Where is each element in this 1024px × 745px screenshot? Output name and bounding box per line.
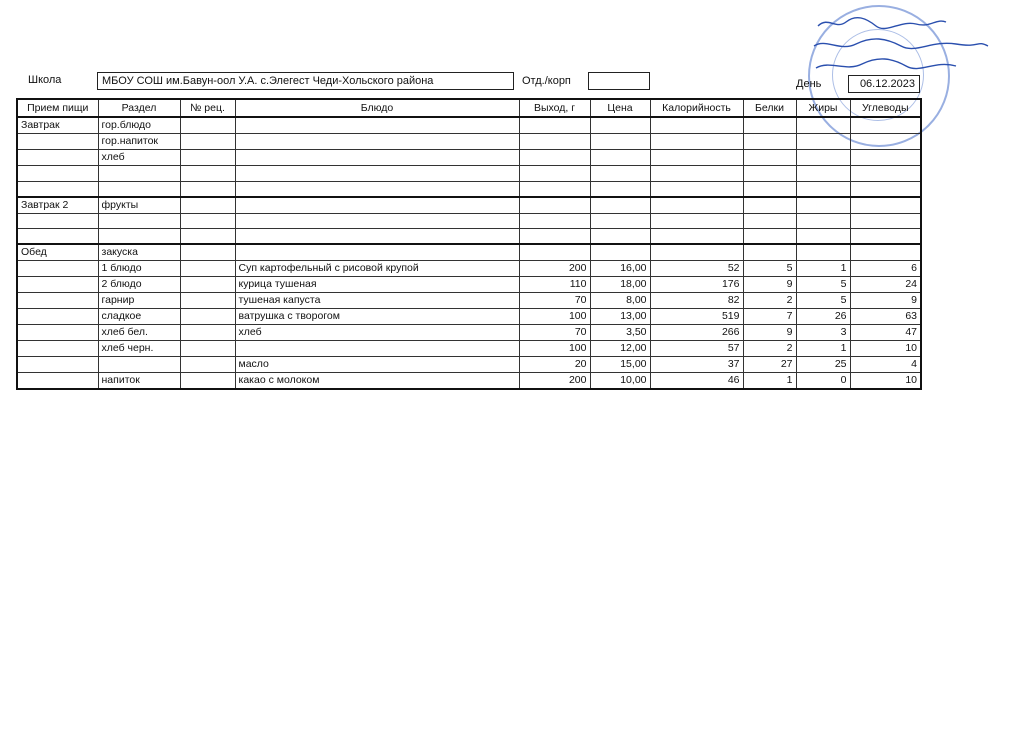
- cell-section: фрукты: [98, 197, 180, 214]
- cell-protein: 9: [743, 277, 796, 293]
- cell-fat: 1: [796, 261, 850, 277]
- table-row: [17, 134, 921, 150]
- cell-section: гор.напиток: [98, 134, 180, 150]
- cell-protein: [743, 150, 796, 166]
- cell-recipe: [180, 181, 235, 197]
- cell-protein: [743, 213, 796, 229]
- cell-carbs: [850, 244, 921, 261]
- cell-section: сладкое: [98, 309, 180, 325]
- cell-dish: [235, 150, 519, 166]
- cell-fat: 25: [796, 357, 850, 373]
- table-row: [17, 229, 921, 245]
- cell-recipe: [180, 373, 235, 390]
- table-row: [17, 309, 921, 325]
- cell-kcal: [650, 197, 743, 214]
- cell-meal: Обед: [17, 244, 98, 261]
- cell-fat: [796, 197, 850, 214]
- cell-price: [590, 181, 650, 197]
- cell-yield: [519, 197, 590, 214]
- cell-meal: Завтрак: [17, 117, 98, 134]
- menu-table: [16, 98, 922, 390]
- cell-section: хлеб черн.: [98, 341, 180, 357]
- cell-kcal: [650, 213, 743, 229]
- cell-price: [590, 150, 650, 166]
- cell-price: 12,00: [590, 341, 650, 357]
- cell-price: [590, 213, 650, 229]
- cell-recipe: [180, 166, 235, 182]
- cell-dish: Суп картофельный с рисовой крупой: [235, 261, 519, 277]
- table-row: [17, 293, 921, 309]
- cell-dish: какао с молоком: [235, 373, 519, 390]
- cell-fat: [796, 244, 850, 261]
- cell-dish: тушеная капуста: [235, 293, 519, 309]
- cell-section: 1 блюдо: [98, 261, 180, 277]
- cell-yield: [519, 181, 590, 197]
- cell-meal: [17, 341, 98, 357]
- column-header: Прием пищи: [17, 99, 98, 117]
- cell-kcal: 266: [650, 325, 743, 341]
- cell-yield: 70: [519, 293, 590, 309]
- cell-section: [98, 229, 180, 245]
- cell-recipe: [180, 213, 235, 229]
- cell-protein: 9: [743, 325, 796, 341]
- cell-yield: [519, 166, 590, 182]
- cell-protein: [743, 244, 796, 261]
- cell-kcal: 46: [650, 373, 743, 390]
- cell-meal: [17, 229, 98, 245]
- cell-meal: [17, 373, 98, 390]
- cell-protein: 5: [743, 261, 796, 277]
- cell-meal: [17, 293, 98, 309]
- table-row: [17, 341, 921, 357]
- cell-fat: [796, 117, 850, 134]
- column-header: Жиры: [796, 99, 850, 117]
- cell-section: хлеб: [98, 150, 180, 166]
- cell-price: 13,00: [590, 309, 650, 325]
- table-header-row: [17, 99, 921, 117]
- cell-dish: [235, 166, 519, 182]
- cell-recipe: [180, 277, 235, 293]
- cell-price: [590, 244, 650, 261]
- cell-protein: 2: [743, 341, 796, 357]
- cell-dish: [235, 134, 519, 150]
- cell-kcal: 82: [650, 293, 743, 309]
- cell-kcal: [650, 244, 743, 261]
- handwritten-signature: [806, 8, 996, 78]
- cell-yield: [519, 229, 590, 245]
- cell-meal: [17, 261, 98, 277]
- cell-carbs: 9: [850, 293, 921, 309]
- cell-fat: 5: [796, 293, 850, 309]
- cell-kcal: [650, 229, 743, 245]
- cell-yield: [519, 134, 590, 150]
- cell-yield: [519, 213, 590, 229]
- cell-yield: 200: [519, 261, 590, 277]
- cell-fat: [796, 166, 850, 182]
- column-header: № рец.: [180, 99, 235, 117]
- cell-kcal: [650, 181, 743, 197]
- cell-kcal: 52: [650, 261, 743, 277]
- cell-carbs: 24: [850, 277, 921, 293]
- cell-kcal: 176: [650, 277, 743, 293]
- cell-dish: [235, 181, 519, 197]
- column-header: Блюдо: [235, 99, 519, 117]
- cell-recipe: [180, 117, 235, 134]
- cell-fat: 5: [796, 277, 850, 293]
- table-row: [17, 244, 921, 261]
- cell-meal: [17, 134, 98, 150]
- cell-kcal: [650, 150, 743, 166]
- cell-dish: ватрушка с творогом: [235, 309, 519, 325]
- cell-price: [590, 117, 650, 134]
- cell-dish: [235, 341, 519, 357]
- day-label: День: [796, 78, 822, 90]
- cell-recipe: [180, 341, 235, 357]
- cell-section: [98, 181, 180, 197]
- cell-fat: [796, 213, 850, 229]
- cell-kcal: [650, 117, 743, 134]
- cell-section: 2 блюдо: [98, 277, 180, 293]
- cell-carbs: 6: [850, 261, 921, 277]
- table-row: [17, 261, 921, 277]
- cell-carbs: [850, 229, 921, 245]
- cell-recipe: [180, 197, 235, 214]
- cell-protein: [743, 134, 796, 150]
- cell-price: 18,00: [590, 277, 650, 293]
- cell-meal: [17, 181, 98, 197]
- cell-carbs: [850, 150, 921, 166]
- cell-fat: [796, 181, 850, 197]
- cell-kcal: 37: [650, 357, 743, 373]
- column-header: Белки: [743, 99, 796, 117]
- table-row: [17, 373, 921, 390]
- cell-protein: [743, 197, 796, 214]
- table-row: [17, 213, 921, 229]
- cell-carbs: 47: [850, 325, 921, 341]
- cell-price: 16,00: [590, 261, 650, 277]
- cell-fat: 0: [796, 373, 850, 390]
- cell-section: гор.блюдо: [98, 117, 180, 134]
- cell-recipe: [180, 293, 235, 309]
- cell-recipe: [180, 150, 235, 166]
- cell-yield: [519, 117, 590, 134]
- cell-section: [98, 357, 180, 373]
- table-row: [17, 166, 921, 182]
- cell-price: 10,00: [590, 373, 650, 390]
- cell-section: гарнир: [98, 293, 180, 309]
- cell-yield: 100: [519, 341, 590, 357]
- cell-yield: 200: [519, 373, 590, 390]
- cell-dish: хлеб: [235, 325, 519, 341]
- cell-meal: [17, 309, 98, 325]
- cell-fat: [796, 229, 850, 245]
- cell-price: 8,00: [590, 293, 650, 309]
- cell-dish: [235, 213, 519, 229]
- table-row: [17, 197, 921, 214]
- cell-dish: [235, 117, 519, 134]
- cell-recipe: [180, 244, 235, 261]
- cell-dish: [235, 197, 519, 214]
- cell-yield: [519, 244, 590, 261]
- cell-carbs: 63: [850, 309, 921, 325]
- cell-fat: [796, 150, 850, 166]
- column-header: Цена: [590, 99, 650, 117]
- cell-dish: [235, 244, 519, 261]
- cell-carbs: 4: [850, 357, 921, 373]
- cell-protein: [743, 117, 796, 134]
- cell-price: 15,00: [590, 357, 650, 373]
- cell-kcal: 57: [650, 341, 743, 357]
- cell-fat: [796, 134, 850, 150]
- cell-fat: 3: [796, 325, 850, 341]
- cell-meal: [17, 325, 98, 341]
- cell-recipe: [180, 134, 235, 150]
- cell-section: напиток: [98, 373, 180, 390]
- cell-protein: 1: [743, 373, 796, 390]
- cell-carbs: 10: [850, 373, 921, 390]
- cell-meal: [17, 166, 98, 182]
- cell-recipe: [180, 261, 235, 277]
- cell-dish: масло: [235, 357, 519, 373]
- dept-field: [588, 72, 650, 90]
- cell-kcal: [650, 134, 743, 150]
- cell-section: [98, 166, 180, 182]
- cell-recipe: [180, 357, 235, 373]
- cell-protein: 27: [743, 357, 796, 373]
- cell-meal: [17, 150, 98, 166]
- cell-price: [590, 134, 650, 150]
- cell-carbs: [850, 197, 921, 214]
- cell-carbs: [850, 181, 921, 197]
- cell-protein: 7: [743, 309, 796, 325]
- cell-yield: 20: [519, 357, 590, 373]
- table-row: [17, 117, 921, 134]
- cell-meal: [17, 357, 98, 373]
- cell-recipe: [180, 229, 235, 245]
- cell-yield: 70: [519, 325, 590, 341]
- cell-yield: 100: [519, 309, 590, 325]
- cell-protein: [743, 181, 796, 197]
- cell-price: 3,50: [590, 325, 650, 341]
- cell-protein: [743, 166, 796, 182]
- cell-section: закуска: [98, 244, 180, 261]
- cell-price: [590, 229, 650, 245]
- cell-carbs: 10: [850, 341, 921, 357]
- column-header: Углеводы: [850, 99, 921, 117]
- cell-section: [98, 213, 180, 229]
- cell-fat: 26: [796, 309, 850, 325]
- cell-kcal: [650, 166, 743, 182]
- cell-recipe: [180, 309, 235, 325]
- cell-meal: Завтрак 2: [17, 197, 98, 214]
- column-header: Калорийность: [650, 99, 743, 117]
- table-row: [17, 357, 921, 373]
- date-field: 06.12.2023: [848, 75, 920, 93]
- cell-yield: [519, 150, 590, 166]
- cell-meal: [17, 277, 98, 293]
- cell-meal: [17, 213, 98, 229]
- table-row: [17, 277, 921, 293]
- cell-section: хлеб бел.: [98, 325, 180, 341]
- cell-carbs: [850, 117, 921, 134]
- cell-price: [590, 197, 650, 214]
- cell-kcal: 519: [650, 309, 743, 325]
- cell-protein: [743, 229, 796, 245]
- cell-recipe: [180, 325, 235, 341]
- table-row: [17, 150, 921, 166]
- cell-carbs: [850, 134, 921, 150]
- school-name-field: МБОУ СОШ им.Бавун-оол У.А. с.Элегест Чеди-Хольского района: [97, 72, 514, 90]
- cell-price: [590, 166, 650, 182]
- cell-dish: курица тушеная: [235, 277, 519, 293]
- cell-carbs: [850, 166, 921, 182]
- table-row: [17, 181, 921, 197]
- cell-yield: 110: [519, 277, 590, 293]
- cell-protein: 2: [743, 293, 796, 309]
- cell-dish: [235, 229, 519, 245]
- dept-label: Отд./корп: [522, 75, 571, 87]
- column-header: Выход, г: [519, 99, 590, 117]
- school-label: Школа: [28, 74, 62, 86]
- cell-fat: 1: [796, 341, 850, 357]
- cell-carbs: [850, 213, 921, 229]
- column-header: Раздел: [98, 99, 180, 117]
- table-row: [17, 325, 921, 341]
